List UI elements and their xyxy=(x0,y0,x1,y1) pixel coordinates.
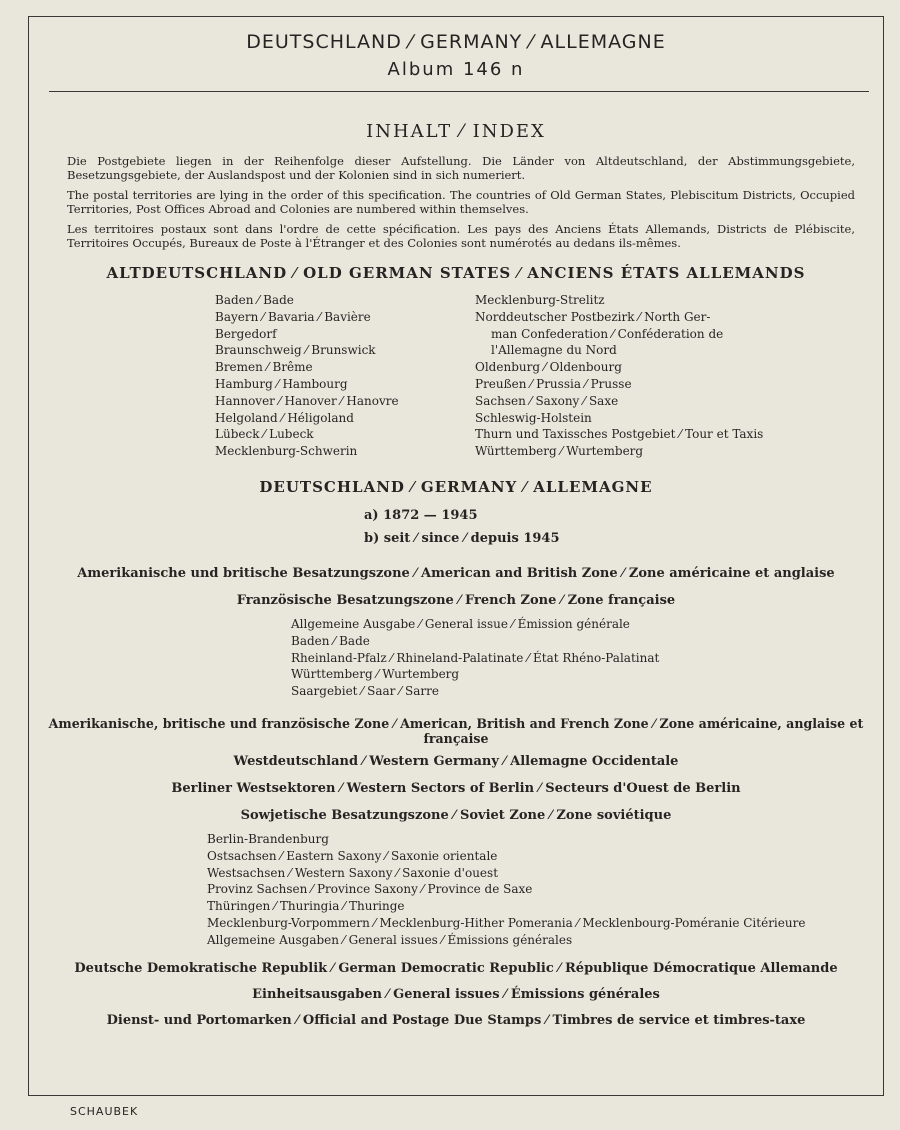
germany-periods xyxy=(364,504,664,550)
list-item: l'Allemagne du Nord xyxy=(491,343,617,358)
list-item: Thüringen ⁄ Thuringia ⁄ Thuringe xyxy=(207,899,405,914)
list-item: Mecklenburg-Vorpommern ⁄ Mecklenburg-Hither Pomerania ⁄ Mecklenbourg-Poméranie Citérieure xyxy=(207,915,806,930)
album-header xyxy=(29,31,883,80)
list-item: Helgoland ⁄ Héligoland xyxy=(215,410,354,425)
list-item: Mecklenburg-Schwerin xyxy=(215,444,358,459)
period-a: a) 1872 — 1945 xyxy=(364,507,478,523)
publisher-footer: SCHAUBEK xyxy=(70,1105,139,1118)
list-item: Saargebiet ⁄ Saar ⁄ Sarre xyxy=(291,684,439,699)
list-item: Provinz Sachsen ⁄ Province Saxony ⁄ Province de Saxe xyxy=(207,882,533,897)
list-item: Braunschweig ⁄ Brunswick xyxy=(215,343,376,358)
list-item: Ostsachsen ⁄ Eastern Saxony ⁄ Saxonie orientale xyxy=(207,848,498,863)
zone-soviet: Sowjetische Besatzungszone ⁄ Soviet Zone ⁄ Zone soviétique xyxy=(240,807,672,823)
list-item: Sachsen ⁄ Saxony ⁄ Saxe xyxy=(475,393,619,408)
header-divider xyxy=(49,91,869,92)
list-item: Württemberg ⁄ Wurtemberg xyxy=(291,667,460,682)
zone-american-british: Amerikanische und britische Besatzungszone ⁄ American and British Zone ⁄ Zone américaine et anglaise xyxy=(77,565,835,581)
list-item: Bremen ⁄ Brême xyxy=(215,360,313,375)
list-item: Baden ⁄ Bade xyxy=(291,633,370,648)
french-zone-list xyxy=(29,616,883,700)
list-item: Westsachsen ⁄ Western Saxony ⁄ Saxonie d'ouest xyxy=(207,865,499,880)
old-states-list xyxy=(29,292,883,460)
list-item: Lübeck ⁄ Lubeck xyxy=(215,427,314,442)
list-item: Allgemeine Ausgabe ⁄ General issue ⁄ Émission générale xyxy=(291,616,630,631)
intro-german: Die Postgebiete liegen in der Reihenfolge dieser Aufstellung. Die Länder von Altdeutschland, der Abstimmungsgebiete, Besetzungsgebiete, der Auslandspost und der Kolonien sind in sich numeriert. xyxy=(67,154,855,182)
album-number: Album 146 n xyxy=(387,59,525,80)
list-item: Thurn und Taxissches Postgebiet ⁄ Tour et Taxis xyxy=(475,427,764,442)
list-item: Württemberg ⁄ Wurtemberg xyxy=(475,444,644,459)
old-states-col1 xyxy=(215,292,475,460)
old-states-col2 xyxy=(475,292,785,460)
list-item: Hamburg ⁄ Hambourg xyxy=(215,376,348,391)
page-frame xyxy=(28,16,884,1096)
intro-french: Les territoires postaux sont dans l'ordre de cette spécification. Les pays des Anciens États Allemands, Districts de Plébiscite, Territoires Occupés, Bureaux de Poste à l'Étranger et des Colonies sont numérotés au dedans ils-mêmes. xyxy=(67,222,855,250)
zone-tri: Amerikanische, britische und französische Zone ⁄ American, British and French Zone ⁄ Zone américaine, anglaise et française xyxy=(48,715,864,746)
list-item: Rheinland-Pfalz ⁄ Rhineland-Palatinate ⁄ État Rhéno-Palatinat xyxy=(291,650,660,665)
list-item: Allgemeine Ausgaben ⁄ General issues ⁄ Émissions générales xyxy=(207,932,573,947)
list-item: Mecklenburg-Strelitz xyxy=(475,293,605,307)
period-b: b) seit ⁄ since ⁄ depuis 1945 xyxy=(364,530,560,546)
ddr: Deutsche Demokratische Republik ⁄ German Democratic Republic ⁄ République Démocratique Allemande xyxy=(74,960,838,976)
list-item: Baden ⁄ Bade xyxy=(215,293,294,307)
list-item: Bergedorf xyxy=(215,326,277,341)
list-item: Schleswig-Holstein xyxy=(475,410,592,425)
official-postage-due: Dienst- und Portomarken ⁄ Official and Postage Due Stamps ⁄ Timbres de service et timbres-taxe xyxy=(106,1012,806,1028)
index-content xyxy=(29,107,883,1028)
list-item: Oldenburg ⁄ Oldenbourg xyxy=(475,360,622,375)
soviet-zone-list xyxy=(29,831,883,949)
intro-text xyxy=(29,154,883,250)
zone-french: Französische Besatzungszone ⁄ French Zone ⁄ Zone française xyxy=(236,592,676,608)
west-germany: Westdeutschland ⁄ Western Germany ⁄ Allemagne Occidentale xyxy=(233,753,679,769)
list-item: Berlin-Brandenburg xyxy=(207,831,329,846)
intro-english: The postal territories are lying in the order of this specification. The countries of Old German States, Plebiscitum Districts, Occupied Territories, Post Offices Abroad and Colonies are numbered within themselves. xyxy=(67,188,855,216)
list-item: Preußen ⁄ Prussia ⁄ Prusse xyxy=(475,376,632,391)
list-item: Bayern ⁄ Bavaria ⁄ Bavière xyxy=(215,309,371,324)
old-states-title: ALTDEUTSCHLAND ⁄ OLD GERMAN STATES ⁄ ANCIENS ÉTATS ALLEMANDS xyxy=(106,264,806,282)
general-issues: Einheitsausgaben ⁄ General issues ⁄ Émissions générales xyxy=(252,986,660,1002)
header-title: DEUTSCHLAND ⁄ GERMANY ⁄ ALLEMAGNE xyxy=(246,31,666,53)
list-item: Hannover ⁄ Hanover ⁄ Hanovre xyxy=(215,393,399,408)
germany-title: DEUTSCHLAND ⁄ GERMANY ⁄ ALLEMAGNE xyxy=(259,477,653,496)
index-title: INHALT ⁄ INDEX xyxy=(366,121,546,142)
list-item: Norddeutscher Postbezirk ⁄ North Ger- xyxy=(475,309,711,324)
berlin-west: Berliner Westsektoren ⁄ Western Sectors of Berlin ⁄ Secteurs d'Ouest de Berlin xyxy=(171,780,741,796)
list-item: man Confederation ⁄ Conféderation de xyxy=(491,326,724,341)
